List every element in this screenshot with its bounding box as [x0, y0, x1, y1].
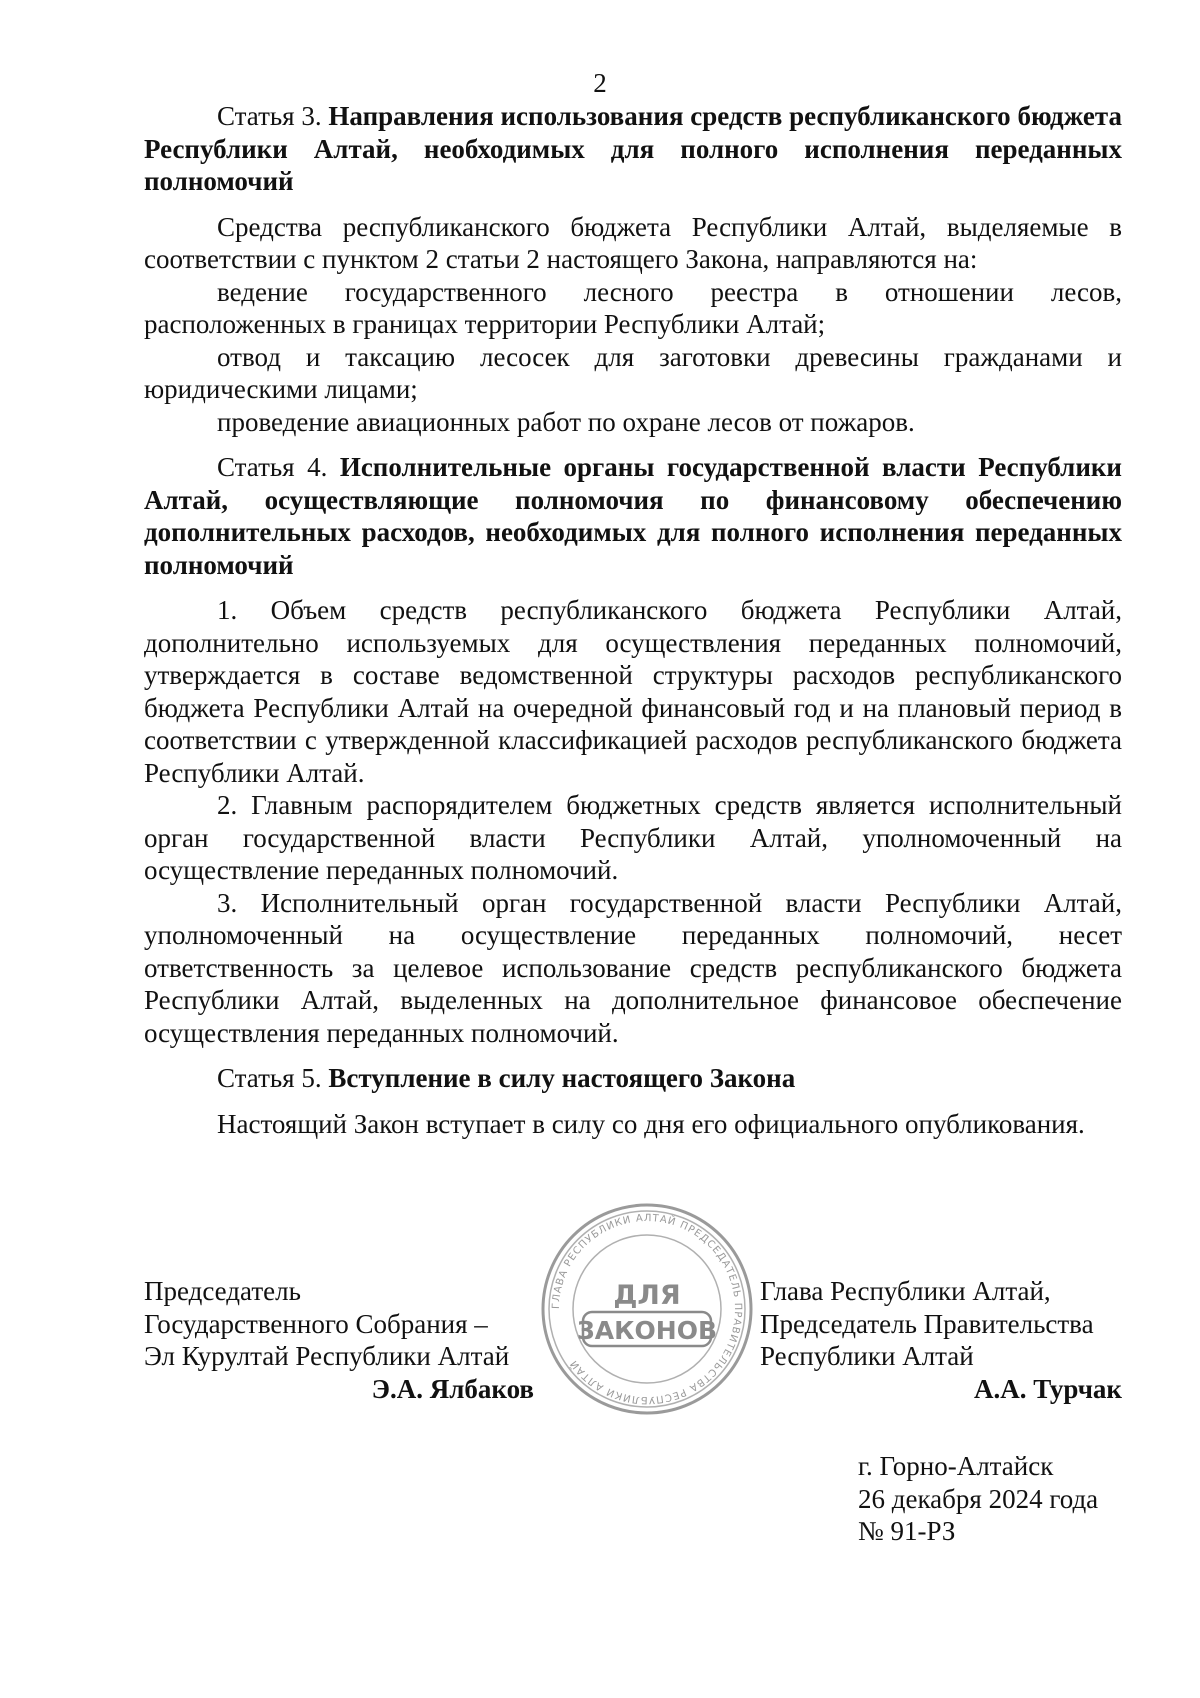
article-5-paragraph: Настоящий Закон вступает в силу со дня его официального опубликования.	[217, 1108, 1085, 1139]
document-body	[144, 100, 1122, 1140]
place-date-block	[858, 1450, 1098, 1548]
article-4-paragraph: 3. Исполнительный орган государственной власти Республики Алтай, уполномоченный на осуществление переданных полномочий, несет ответственность за целевое использование средств республиканского бюджета Республики Алтай, выделенных на дополнительное финансовое обеспечение осуществления переданных полномочий.	[144, 887, 1122, 1048]
article-4-paragraph: 1. Объем средств республиканского бюджета Республики Алтай, дополнительно используемых для осуществления переданных полномочий, утверждается в составе ведомственной структуры расходов республиканского бюджета Республики Алтай на очередной финансовый год и на плановый период в соответствии с утвержденной классификацией расходов республиканского бюджета Республики Алтай.	[144, 595, 1122, 788]
article-5-title: Вступление в силу настоящего Закона	[328, 1063, 796, 1093]
law-number: № 91-РЗ	[858, 1516, 956, 1546]
article-3-paragraph: Средства республиканского бюджета Республики Алтай, выделяемые в соответствии с пунктом 2 статьи 2 настоящего Закона, направляются на:	[144, 211, 1122, 274]
article-4-label: Статья 4.	[217, 452, 328, 482]
date: 26 декабря 2024 года	[858, 1483, 1099, 1514]
city: г. Горно-Алтайск	[858, 1451, 1054, 1481]
article-5-heading	[144, 1062, 1122, 1095]
signature-right-line: Глава Республики Алтай,	[760, 1276, 1051, 1306]
seal-center-line-1: ДЛЯ	[613, 1280, 681, 1311]
official-seal-stamp	[538, 1200, 756, 1418]
page-number: 2	[593, 68, 607, 98]
article-5-label: Статья 5.	[217, 1063, 322, 1093]
signature-left-line: Государственного Собрания –	[144, 1308, 488, 1339]
article-4-paragraph: 2. Главным распорядителем бюджетных средств является исполнительный орган государственной власти Республики Алтай, уполномоченный на осуществление переданных полномочий.	[144, 790, 1122, 885]
article-3-paragraph: проведение авиационных работ по охране лесов от пожаров.	[217, 406, 915, 437]
article-3-label: Статья 3.	[217, 101, 322, 131]
signature-left-line: Эл Курултай Республики Алтай	[144, 1341, 510, 1371]
signature-left	[144, 1275, 534, 1405]
article-3-heading	[144, 100, 1122, 198]
signature-right-line: Председатель Правительства	[760, 1308, 1094, 1339]
article-3-paragraph: отвод и таксацию лесосек для заготовки древесины гражданами и юридическими лицами;	[144, 341, 1122, 404]
article-4-heading	[144, 451, 1122, 581]
signature-left-name: Э.А. Ялбаков	[371, 1373, 534, 1404]
seal-ring-text: ГЛАВА РЕСПУБЛИКИ АЛТАЙ ПРЕДСЕДАТЕЛЬ ПРАВИТЕЛЬСТВА РЕСПУБЛИКИ АЛТАЙ	[550, 1212, 744, 1406]
article-4-title: Исполнительные органы государственной власти Республики Алтай, осуществляющие полномочия по финансовому обеспечению дополнительных расходов, необходимых для полного исполнения переданных полномочий	[144, 452, 1122, 580]
signature-left-line: Председатель	[144, 1276, 301, 1306]
article-3-paragraph: ведение государственного лесного реестра в отношении лесов, расположенных в границах территории Республики Алтай;	[144, 276, 1122, 339]
signature-right-name: А.А. Турчак	[973, 1373, 1122, 1404]
seal-center-line-2: ЗАКОНОВ	[576, 1316, 718, 1345]
signature-right	[760, 1275, 1122, 1405]
article-3-title: Направления использования средств республиканского бюджета Республики Алтай, необходимых для полного исполнения переданных полномочий	[144, 101, 1123, 196]
signature-right-line: Республики Алтай	[760, 1341, 974, 1371]
